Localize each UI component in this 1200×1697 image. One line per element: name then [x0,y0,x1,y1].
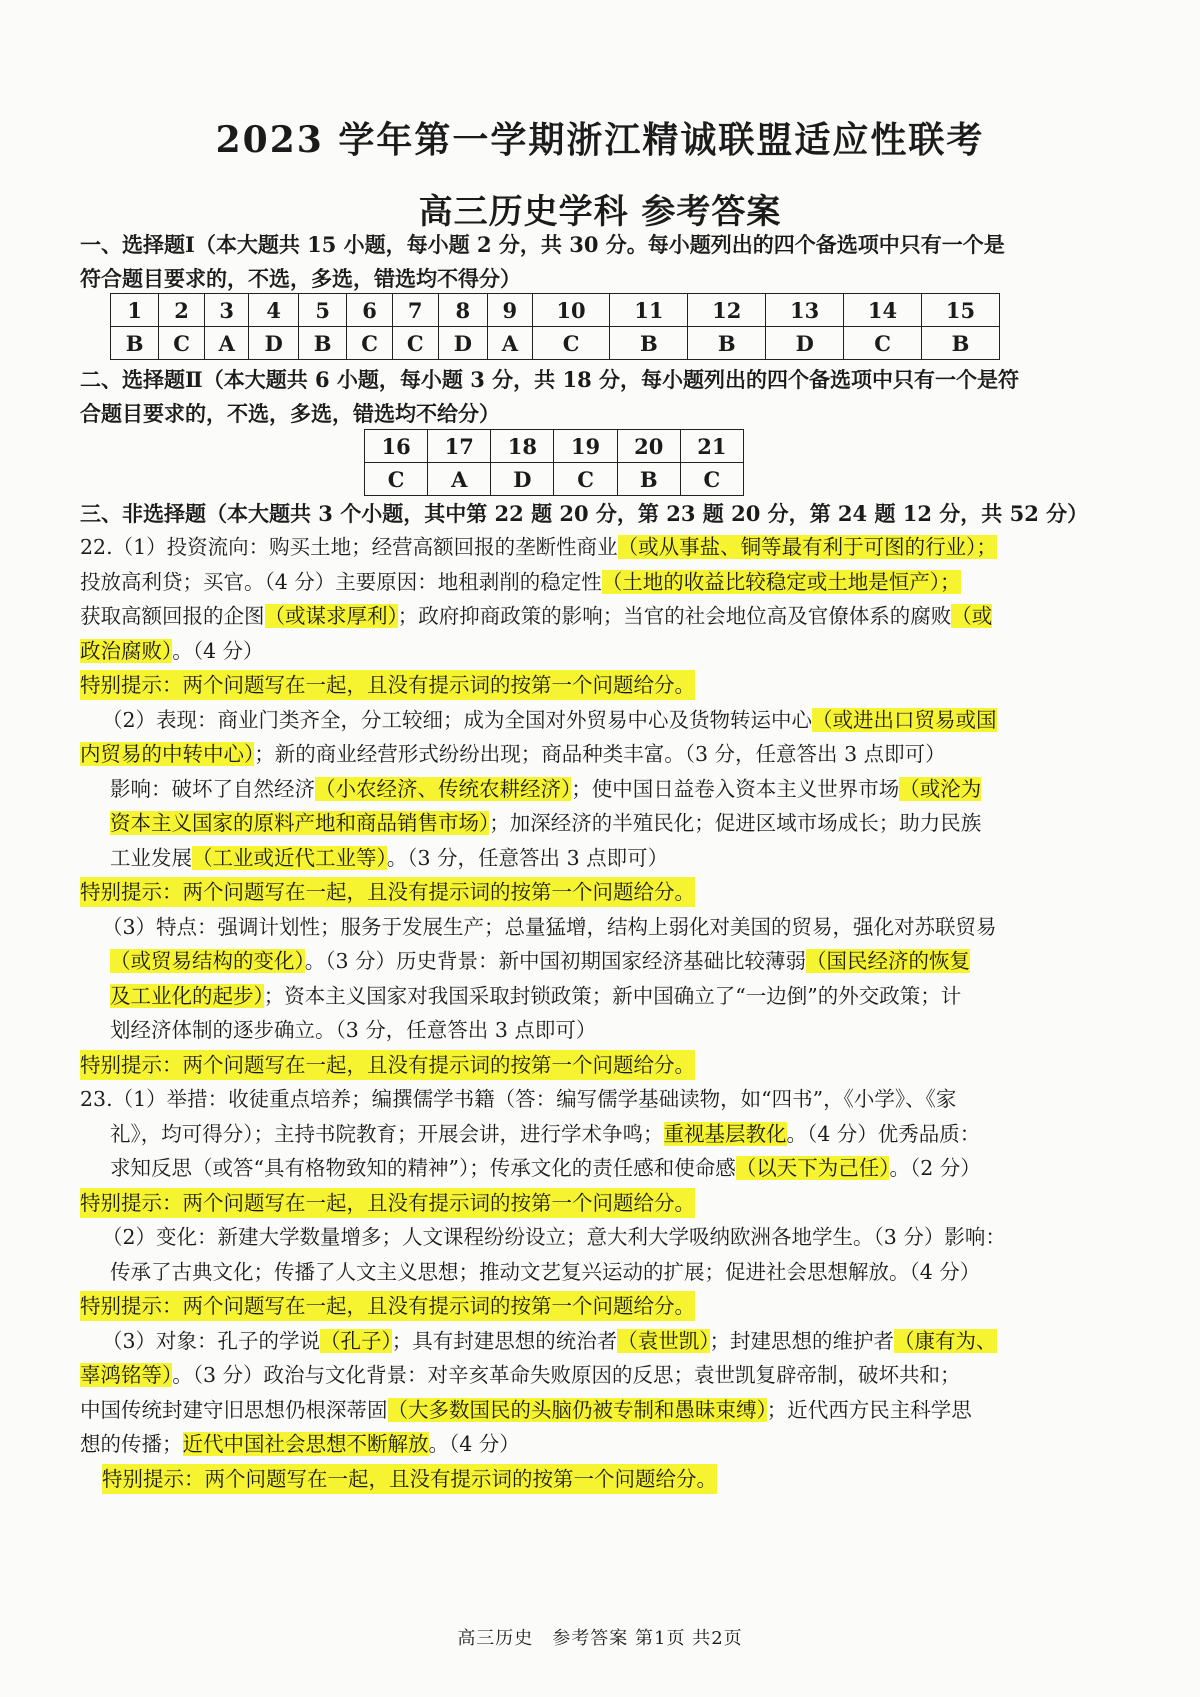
q23-p1-line2: 礼》，均可得分）；主持书院教育；开展会讲，进行学术争鸣；重视基层教化。（4 分）优秀品质： [110,1121,981,1146]
section1-number-cell: 13 [766,294,844,327]
section1-answer-cell: A [204,327,249,360]
q23-p3-line2: 辜鸿铭等）。（3 分）政治与文化背景：对辛亥革命失败原因的反思；袁世凯复辟帝制，破坏共和； [80,1363,961,1387]
section1-number-cell: 9 [488,294,533,327]
section1-number-cell: 11 [610,294,688,327]
section1-number-cell: 15 [921,294,999,327]
section1-answer-cell: C [844,327,922,360]
section1-heading [80,228,1140,296]
section1-answer-cell: D [766,327,844,360]
document-subtitle: 高三历史学科 参考答案 [418,192,782,232]
q22-p2-line2: 内贸易的中转中心）；新的商业经营形式纷纷出现；商品种类丰富。（3 分，任意答出 3 点即可） [80,742,946,766]
q23-p2-line2: 传承了古典文化；传播了人文主义思想；推动文艺复兴运动的扩展；促进社会思想解放。（4 分） [110,1259,981,1284]
section1-answer-row [111,327,1000,360]
section2-heading-line1: 二、选择题Ⅱ（本大题共 6 小题，每小题 3 分，共 18 分，每小题列出的四个备选项中只有一个是符 [80,367,1020,392]
section2-number-cell: 19 [554,430,617,463]
q23-p1-line3: 求知反思（或答“具有格物致知的精神”）；传承文化的责任感和使命感（以天下为己任）。（2 分） [110,1156,981,1180]
section2-answer-row [365,463,744,496]
q22-p2-line5: 工业发展（工业或近代工业等）。（3 分，任意答出 3 点即可） [110,845,669,870]
section1-answer-cell: C [392,327,438,360]
section2-answer-cell: D [491,463,554,496]
section2-number-cell: 16 [365,430,428,463]
section1-answer-cell: B [610,327,688,360]
q23-p1-line1: 23.（1）举措：收徒重点培养；编撰儒学书籍（答：编写儒学基础读物，如“四书”，《小学》、《家 [80,1087,957,1111]
section1-number-cell: 2 [159,294,205,327]
section2-answer-table [364,429,744,496]
q22-p2-line4: 资本主义国家的原料产地和商品销售市场）；加深经济的半殖民化；促进区域市场成长；助力民族 [110,811,982,835]
section1-answer-cell: C [159,327,205,360]
q22-p1-line4: 政治腐败）。（4 分） [80,638,264,663]
q22-p3-line2: （或贸易结构的变化）。（3 分）历史背景：新中国初期国家经济基础比较薄弱（国民经济的恢复 [110,949,971,973]
section2-number-cell: 18 [491,430,554,463]
section1-answer-cell: D [438,327,488,360]
section1-answer-cell: B [298,327,346,360]
section1-heading-line1: 一、选择题Ⅰ（本大题共 15 小题，每小题 2 分，共 30 分。每小题列出的四个备选项中只有一个是 [80,232,1005,257]
section3-heading: 三、非选择题（本大题共 3 个小题，其中第 22 题 20 分，第 23 题 20 分，第 24 题 12 分，共 52 分） [80,501,1089,526]
section1-answer-cell: B [111,327,159,360]
q23-p3-line4: 想的传播；近代中国社会思想不断解放。（4 分） [80,1432,520,1456]
section1-answer-cell: D [249,327,299,360]
q22-tip-2: 特别提示：两个问题写在一起，且没有提示词的按第一个问题给分。 [80,875,1140,910]
section1-answer-cell: C [532,327,610,360]
section2-number-cell: 21 [680,430,743,463]
section2-number-cell: 20 [617,430,680,463]
section2-answer-cell: B [617,463,680,496]
page-footer: 高三历史 参考答案 第1页 共2页 [457,1628,743,1649]
q22-tip-3: 特别提示：两个问题写在一起，且没有提示词的按第一个问题给分。 [80,1048,1140,1083]
q23-tip-2: 特别提示：两个问题写在一起，且没有提示词的按第一个问题给分。 [80,1289,1140,1324]
q23-tip-3: 特别提示：两个问题写在一起，且没有提示词的按第一个问题给分。 [80,1462,1140,1497]
q22-tip-1: 特别提示：两个问题写在一起，且没有提示词的按第一个问题给分。 [80,668,1140,703]
section1-number-cell: 7 [392,294,438,327]
q22-p2-line1: （2）表现：商业门类齐全，分工较细；成为全国对外贸易中心及货物转运中心（或进出口贸易或国 [102,707,997,732]
section1-answer-cell: C [347,327,393,360]
q22-p1-line3: 获取高额回报的企图（或谋求厚利）；政府抑商政策的影响；当官的社会地位高及官僚体系的腐败（或 [80,604,993,628]
section1-number-cell: 10 [532,294,610,327]
q22-p2-line3: 影响：破坏了自然经济（小农经济、传统农耕经济）；使中国日益卷入资本主义世界市场（或沦为 [110,776,982,801]
q22-p1-line1: 22.（1）投资流向：购买土地；经营高额回报的垄断性商业（或从事盐、铜等最有利于可图的行业）； [80,535,997,559]
section2-answer-cell: C [365,463,428,496]
q23-p2-line1: （2）变化：新建大学数量增多；人文课程纷纷设立；意大利大学吸纳欧洲各地学生。（3 分）影响： [102,1225,1006,1249]
section2-answer-cell: A [428,463,491,496]
section1-number-cell: 1 [111,294,159,327]
section2-heading [80,363,1140,431]
document-title: 2023 学年第一学期浙江精诚联盟适应性联考 [215,119,985,161]
section1-number-cell: 8 [438,294,488,327]
section1-heading-line2: 符合题目要求的，不选，多选，错选均不得分） [80,266,521,291]
q22-p3-line3: 及工业化的起步）；资本主义国家对我国采取封锁政策；新中国确立了“一边倒”的外交政策；计 [110,983,962,1008]
q22-p1-line2: 投放高利贷；买官。（4 分）主要原因：地租剥削的稳定性（土地的收益比较稳定或土地是恒产）； [80,569,961,594]
section1-number-row [111,294,1000,327]
section2-answer-cell: C [680,463,743,496]
section1-answer-table [110,293,1000,360]
section1-answer-cell: B [688,327,766,360]
section1-number-cell: 5 [298,294,346,327]
section1-number-cell: 14 [844,294,922,327]
q23-tip-1: 特别提示：两个问题写在一起，且没有提示词的按第一个问题给分。 [80,1186,1140,1221]
section1-number-cell: 6 [347,294,393,327]
section1-number-cell: 4 [249,294,299,327]
q23-p3-line3: 中国传统封建守旧思想仍根深蒂固（大多数国民的头脑仍被专制和愚昧束缚）；近代西方民主科学思 [80,1397,972,1422]
q23-p3-line1: （3）对象：孔子的学说（孔子）；具有封建思想的统治者（袁世凯）；封建思想的维护者（康有为、 [102,1328,997,1353]
section1-number-cell: 12 [688,294,766,327]
section2-number-row [365,430,744,463]
section2-number-cell: 17 [428,430,491,463]
q22-answer [80,530,1140,1496]
section2-answer-cell: C [554,463,617,496]
section1-answer-cell: A [488,327,533,360]
section1-number-cell: 3 [204,294,249,327]
q22-p3-line1: （3）特点：强调计划性；服务于发展生产；总量猛增，结构上弱化对美国的贸易，强化对苏联贸易 [102,914,997,939]
section1-answer-cell: B [921,327,999,360]
section2-heading-line2: 合题目要求的，不选，多选，错选均不给分） [80,401,500,426]
q22-p3-line4: 划经济体制的逐步确立。（3 分，任意答出 3 点即可） [110,1018,597,1042]
